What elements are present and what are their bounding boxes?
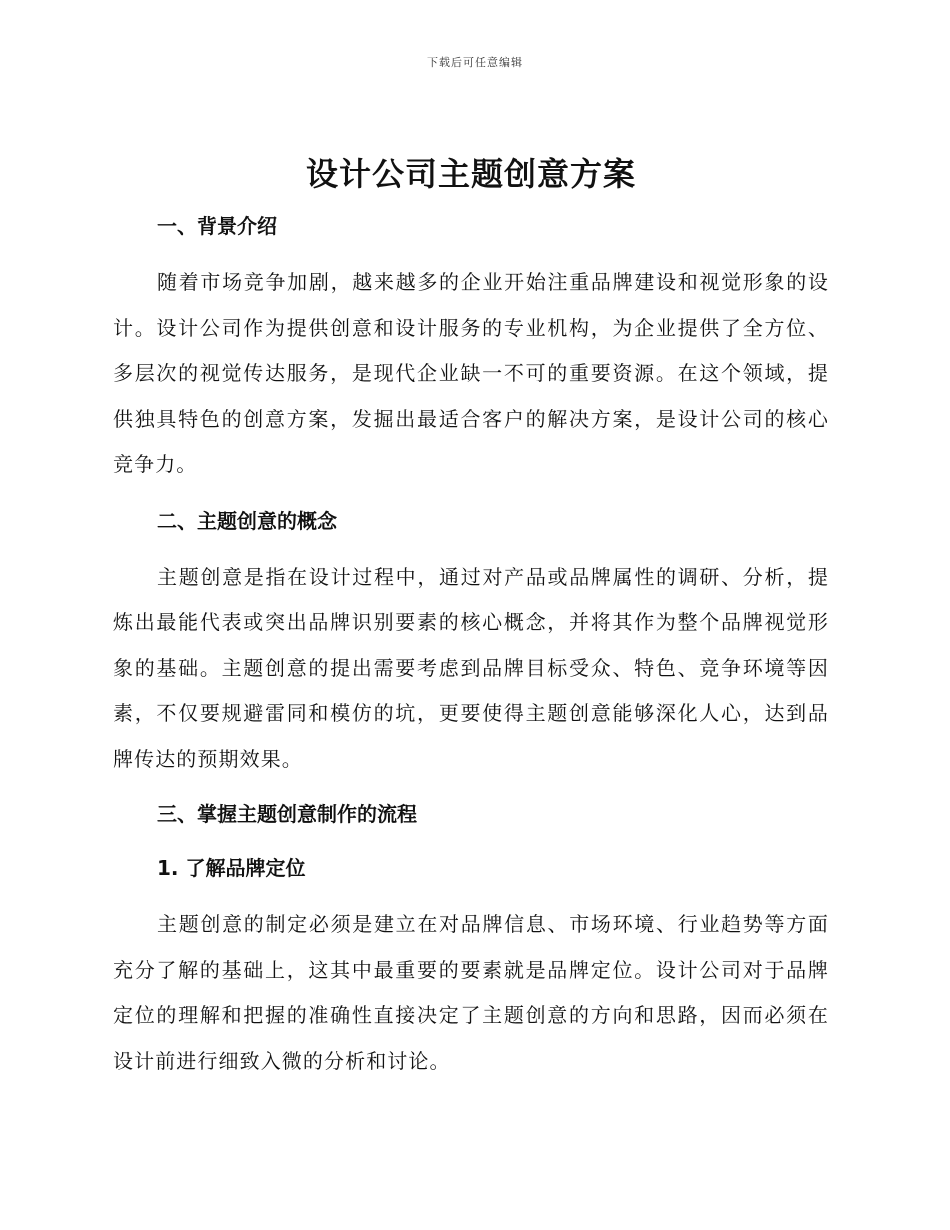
- paragraph-concept: 主题创意是指在设计过程中，通过对产品或品牌属性的调研、分析，提炼出最能代表或突出品牌识别要素的核心概念，并将其作为整个品牌视觉形象的基础。主题创意的提出需要考虑到品牌目标受众、特色、竞争环境等因素，不仅要规避雷同和模仿的坑，更要使得主题创意能够深化人心，达到品牌传达的预期效果。: [113, 564, 829, 771]
- subsection-heading-brand-positioning: 1. 了解品牌定位: [157, 856, 306, 880]
- document-title: 设计公司主题创意方案: [305, 155, 636, 193]
- paragraph-background: 随着市场竞争加剧，越来越多的企业开始注重品牌建设和视觉形象的设计。设计公司作为提供创意和设计服务的专业机构，为企业提供了全方位、多层次的视觉传达服务，是现代企业缺一不可的重要资源。在这个领域，提供独具特色的创意方案，发掘出最适合客户的解决方案，是设计公司的核心竞争力。: [113, 270, 829, 476]
- document-body: [113, 148, 829, 1084]
- paragraph-brand-positioning: 主题创意的制定必须是建立在对品牌信息、市场环境、行业趋势等方面充分了解的基础上，这其中最重要的要素就是品牌定位。设计公司对于品牌定位的理解和把握的准确性直接决定了主题创意的方向和思路，因而必须在设计前进行细致入微的分析和讨论。: [113, 912, 829, 1073]
- section-heading-background: 一、背景介绍: [157, 214, 277, 238]
- section-heading-process: 三、掌握主题创意制作的流程: [157, 802, 417, 826]
- section-heading-concept: 二、主题创意的概念: [157, 508, 337, 533]
- header-note: 下载后可任意编辑: [427, 56, 523, 69]
